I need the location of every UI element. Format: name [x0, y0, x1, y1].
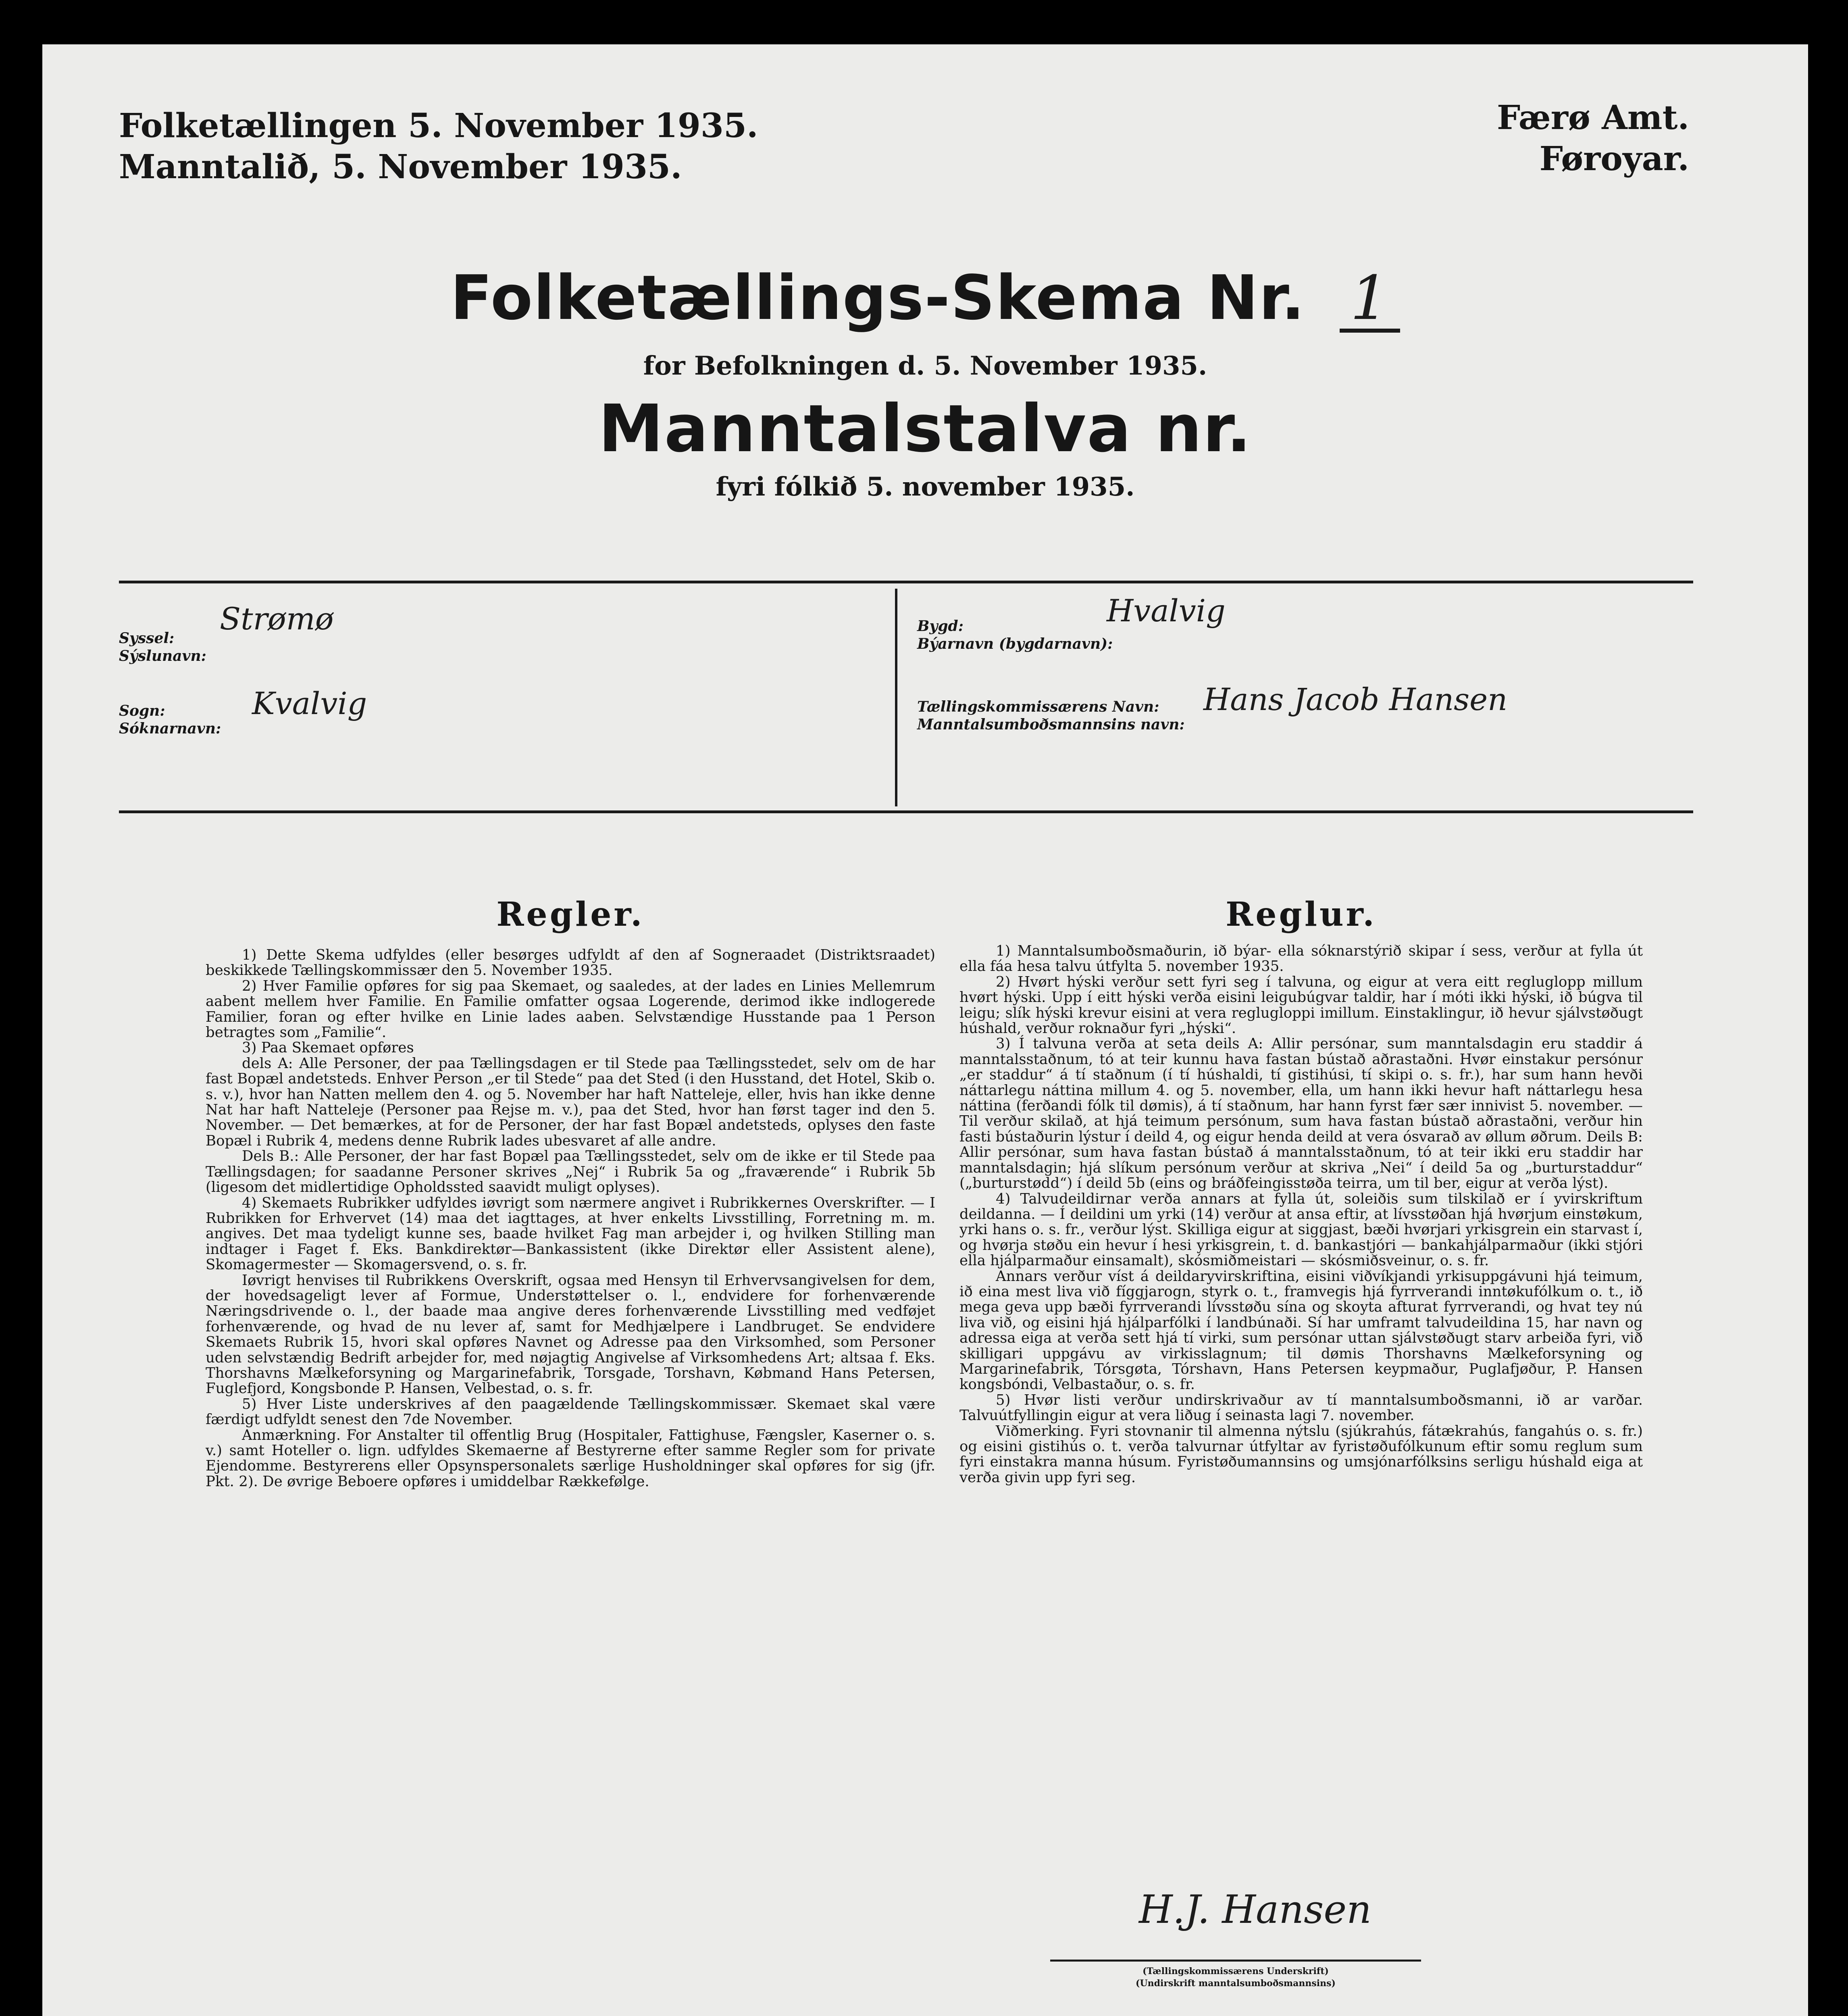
- main-title-row: [42, 262, 1808, 335]
- reglur-title: Reglur.: [1226, 895, 1377, 934]
- header-date-faroese: Manntalið, 5. November 1935.: [119, 148, 682, 186]
- bygd-label: Bygd:: [917, 618, 964, 635]
- reglur-paragraph: 2) Hvørt hýski verður sett fyri seg í talvuna, og eigur at vera eitt regluglopp millum hvørt hýski. Upp í eitt hýski verða eisini leigubúgvar taldir, har í móti ikki hýski, ið búgva til leigu; slík hýski krevur eisini at vera reglugloppi imillum. Einstaklingur, ið hevur sjálvstøðugt húshald, verður roknaður fyri „hýski“.: [959, 973, 1643, 1037]
- syslunavn-label: Sýslunavn:: [119, 648, 206, 664]
- regler-paragraph: dels A: Alle Personer, der paa Tællingsdagen er til Stede paa Tællingsstedet, selv om de har fast Bopæl andetsteds. Enhver Person „er til Stede“ paa det Sted (i den Husstand, det Hotel, Skib o. s. v.), hvor han Natten mellem den 4. og 5. November har haft Natteleje, eller, hvis han ikke denne Nat har haft Natteleje (Personer paa Rejse m. v.), paa det Sted, hvor han først tager ind den 5. November. — Det bemærkes, at for de Personer, der har fast Bopæl andetsteds, oplyses den faste Bopæl i Rubrik 4, medens denne Rubrik lades ubesvaret af alle andre.: [206, 1055, 935, 1149]
- main-title-faroese: [42, 391, 1808, 468]
- syssel-label: Syssel:: [119, 630, 175, 647]
- header-region-danish: Færø Amt.: [1497, 98, 1689, 137]
- subtitle-faroese: fyri fólkið 5. november 1935.: [716, 472, 1135, 502]
- regler-paragraph: Anmærkning. For Anstalter til offentlig Brug (Hospitaler, Fattighuse, Fængsler, Kaserner o. s. v.) samt Hoteller o. lign. udfyldes Skemaerne af Bestyrerne efter samme Regler som for private Ejendomme. Bestyrerens eller Opsynspersonalets særlige Husholdninger skal opføres for sig (jfr. Pkt. 2). De øvrige Beboere opføres i umiddelbar Rækkefølge.: [206, 1427, 935, 1490]
- top-divider: [119, 581, 1693, 583]
- kommissaer-label: Tællingskommissærens Navn:: [917, 698, 1159, 715]
- regler-title: Regler.: [496, 895, 645, 934]
- reglur-paragraph: Viðmerking. Fyri stovnanir til almenna nýtslu (sjúkrahús, fátækrahús, fangahús o. s. fr.) og eisini gistihús o. t. verða talvurnar útfyltar av fyristøðufólkunum eftir somu reglum sum fyri einstakra manna húsum. Fyristøðumannsins og umsjónarfólksins serligu húshald eiga at verða givin upp fyri seg.: [959, 1422, 1643, 1486]
- field-column-divider: [895, 589, 897, 806]
- soknarnavn-label: Sóknarnavn:: [119, 720, 221, 737]
- schema-number-handwritten: 1: [1340, 268, 1400, 333]
- main-title-danish: Folketællings-Skema Nr.: [450, 262, 1305, 333]
- bottom-divider: [119, 810, 1693, 813]
- regler-paragraph: 3) Paa Skemaet opføres: [242, 1039, 414, 1056]
- header-date-danish: Folketællingen 5. November 1935.: [119, 106, 758, 145]
- syssel-value: Strømø: [220, 601, 334, 637]
- regler-paragraph: Dels B.: Alle Personer, der har fast Bopæl paa Tællingsstedet, selv om de ikke er til Stede paa Tællingsdagen; for saadanne Personer skrives „Nej“ i Rubrik 5a og „fraværende“ i Rubrik 5b (ligesom det midlertidige Opholdssted saavidt muligt oplyses).: [206, 1148, 935, 1196]
- signature-caption-danish: (Tællingskommissærens Underskrift): [1143, 1966, 1329, 1976]
- header-region-faroese: Føroyar.: [1539, 140, 1689, 178]
- subtitle-danish: for Befolkningen d. 5. November 1935.: [643, 351, 1207, 381]
- reglur-paragraph: 1) Manntalsumboðsmaðurin, ið býar- ella sóknarstýrið skipar í sess, verður at fylla út ella fáa hesa talvu útfylta 5. november 1935.: [959, 943, 1643, 975]
- umbodsmann-label: Manntalsumboðsmannsins navn:: [917, 716, 1185, 733]
- sogn-value: Kvalvig: [252, 685, 367, 721]
- kommissaer-value: Hans Jacob Hansen: [1203, 681, 1508, 717]
- signature-handwritten: H.J. Hansen: [1139, 1887, 1371, 1932]
- main-title-faroese-text: Manntalstalva nr.: [598, 391, 1252, 467]
- regler-paragraph: 2) Hver Familie opføres for sig paa Skemaet, og saaledes, at der lades en Linies Mellemrum aabent mellem hver Familie. En Familie omfatter ogsaa Logerende, derimod ikke indlogerede Familier, foran og efter hvilke en Linie lades aaben. Selvstændige Husstande paa 1 Person betragtes som „Familie“.: [206, 977, 935, 1041]
- regler-body: [206, 948, 935, 1489]
- regler-paragraph: Iøvrigt henvises til Rubrikkens Overskrift, ogsaa med Hensyn til Erhvervsangivelsen for dem, der hovedsageligt lever af Formue, Understøttelser o. l., endvidere for forhenværende Næringsdrivende o. l., der baade maa angive deres forhenværende Livsstilling med vedføjet forhenværende, og hvad de nu lever af, samt for Medhjælpere i Landbruget. Se endvidere Skemaets Rubrik 15, hvori skal opføres Navnet og Adresse paa den Virksomhed, som Personer uden selvstændig Bedrift arbejder for, med nøjagtig Angivelse af Virksomhedens Art; altsaa f. Eks. Thorshavns Mælkeforsyning og Margarinefabrik, Torsgade, Torshavn, Købmand Hans Petersen, Fuglefjord, Kongsbonde P. Hansen, Velbestad, o. s. fr.: [206, 1272, 935, 1397]
- bygd-value: Hvalvig: [1107, 593, 1226, 629]
- reglur-paragraph: 5) Hvør listi verður undirskrivaður av tí manntalsumboðsmanni, ið ar varðar. Talvuútfyllingin eigur at vera liðug í seinasta lagi 7. november.: [959, 1391, 1643, 1424]
- reglur-paragraph: 4) Talvudeildirnar verða annars at fylla út, soleiðis sum tilskilað er í yvirskriftum deildanna. — Í deildini um yrki (14) verður at ansa eftir, at lívsstøðan hjá hvørjum einstøkum, yrki hans o. s. fr., verður lýst. Skilliga eigur at siggjast, bæði hvørjari yrkisgrein ein starvast í, og hvørja støðu ein hevur í hesi yrkisgrein, t. d. bankastjóri — bankahjálparmaður (ikki stjóri ella hjálparmaður einsamalt), skósmiðmeistari — skósmiðsveinur, o. s. fr.: [959, 1190, 1643, 1269]
- signature-line: [1050, 1960, 1421, 1962]
- signature-caption-faroese: (Undirskrift manntalsumboðsmannsins): [1136, 1978, 1336, 1989]
- sogn-label: Sogn:: [119, 702, 165, 719]
- regler-paragraph: 1) Dette Skema udfyldes (eller besørges udfyldt af den af Sogneraadet (Distriktsraadet) beskikkede Tællingskommissær den 5. November 1935.: [206, 947, 935, 979]
- regler-paragraph: 5) Hver Liste underskrives af den paagældende Tællingskommissær. Skemaet skal være færdigt udfyldt senest den 7de November.: [206, 1395, 935, 1428]
- reglur-body: [959, 943, 1643, 1485]
- census-form-sheet: [42, 44, 1808, 2016]
- reglur-paragraph: 3) Í talvuna verða at seta deils A: Allir persónar, sum manntalsdagin eru staddir á manntalsstaðnum, tó at teir kunnu hava fastan bústað aðrastaðni. Hvør einstakur persónur „er staddur“ á tí staðnum (í tí húshaldi, tí gistihúsi, tí skipi o. s. fr.), har sum hann hevði náttarlegu náttina millum 4. og 5. november, ella, um hann ikki hevur haft náttarlegu hesa náttina (ferðandi fólk til dømis), á tí staðnum, har hann fyrst fær sær innivist 5. november. — Til verður skilað, at hjá teimum persónum, sum hava fastan bústað aðrastaðni, verður hin fasti bústaðurin lýstur í deild 4, og eigur henda deild at vera ósvarað av øllum øðrum. Deils B: Allir persónar, sum hava fastan bústað á manntalsstaðnum, tó at teir ikki eru staddir har manntalsdagin; hjá slíkum persónum verður at skriva „Nei“ í deild 5a og „burturstaddur“ („burturstødd“) í deild 5b (eins og bráðfeingisstøða teirra, um til ber, eigur at verða lýst).: [959, 1035, 1643, 1192]
- regler-paragraph: 4) Skemaets Rubrikker udfyldes iøvrigt som nærmere angivet i Rubrikkernes Overskrifter. — I Rubrikken for Erhvervet (14) maa det iagttages, at hver enkelts Livsstilling, Forretning m. m. angives. Det maa tydeligt kunne ses, baade hvilket Fag man arbejder i, og hvilken Stilling man indtager i Faget f. Eks. Bankdirektør—Bankassistent (ikke Direktør eller Assistent alene), Skomagermester — Skomagersvend, o. s. fr.: [206, 1194, 935, 1273]
- byarnavn-label: Býarnavn (bygdarnavn):: [917, 635, 1113, 652]
- reglur-paragraph: Annars verður víst á deildaryvirskriftina, eisini viðvíkjandi yrkisuppgávuni hjá teimum, ið eina mest liva við fíggjarogn, styrk o. t., framvegis hjá fyrrverandi inntøkufólkum o. t., ið mega geva upp bæði fyrrverandi lívsstøðu sína og skoyta afturat fyrrverandi, og hvat tey nú liva við, og eisini hjá hjálparfólki í landbúnaði. Sí har umframt talvudeildina 15, har navn og adressa eiga at verða sett hjá tí virki, sum persónar uttan sjálvstøðugt starv arbeiða fyri, við skilligari uppgávu av virkisslagnum; til dømis Thorshavns Mælkeforsyning og Margarinefabrik, Tórsgøta, Tórshavn, Hans Petersen keypmaður, Puglafjøður, P. Hansen kongsbóndi, Velbastaður, o. s. fr.: [959, 1268, 1643, 1393]
